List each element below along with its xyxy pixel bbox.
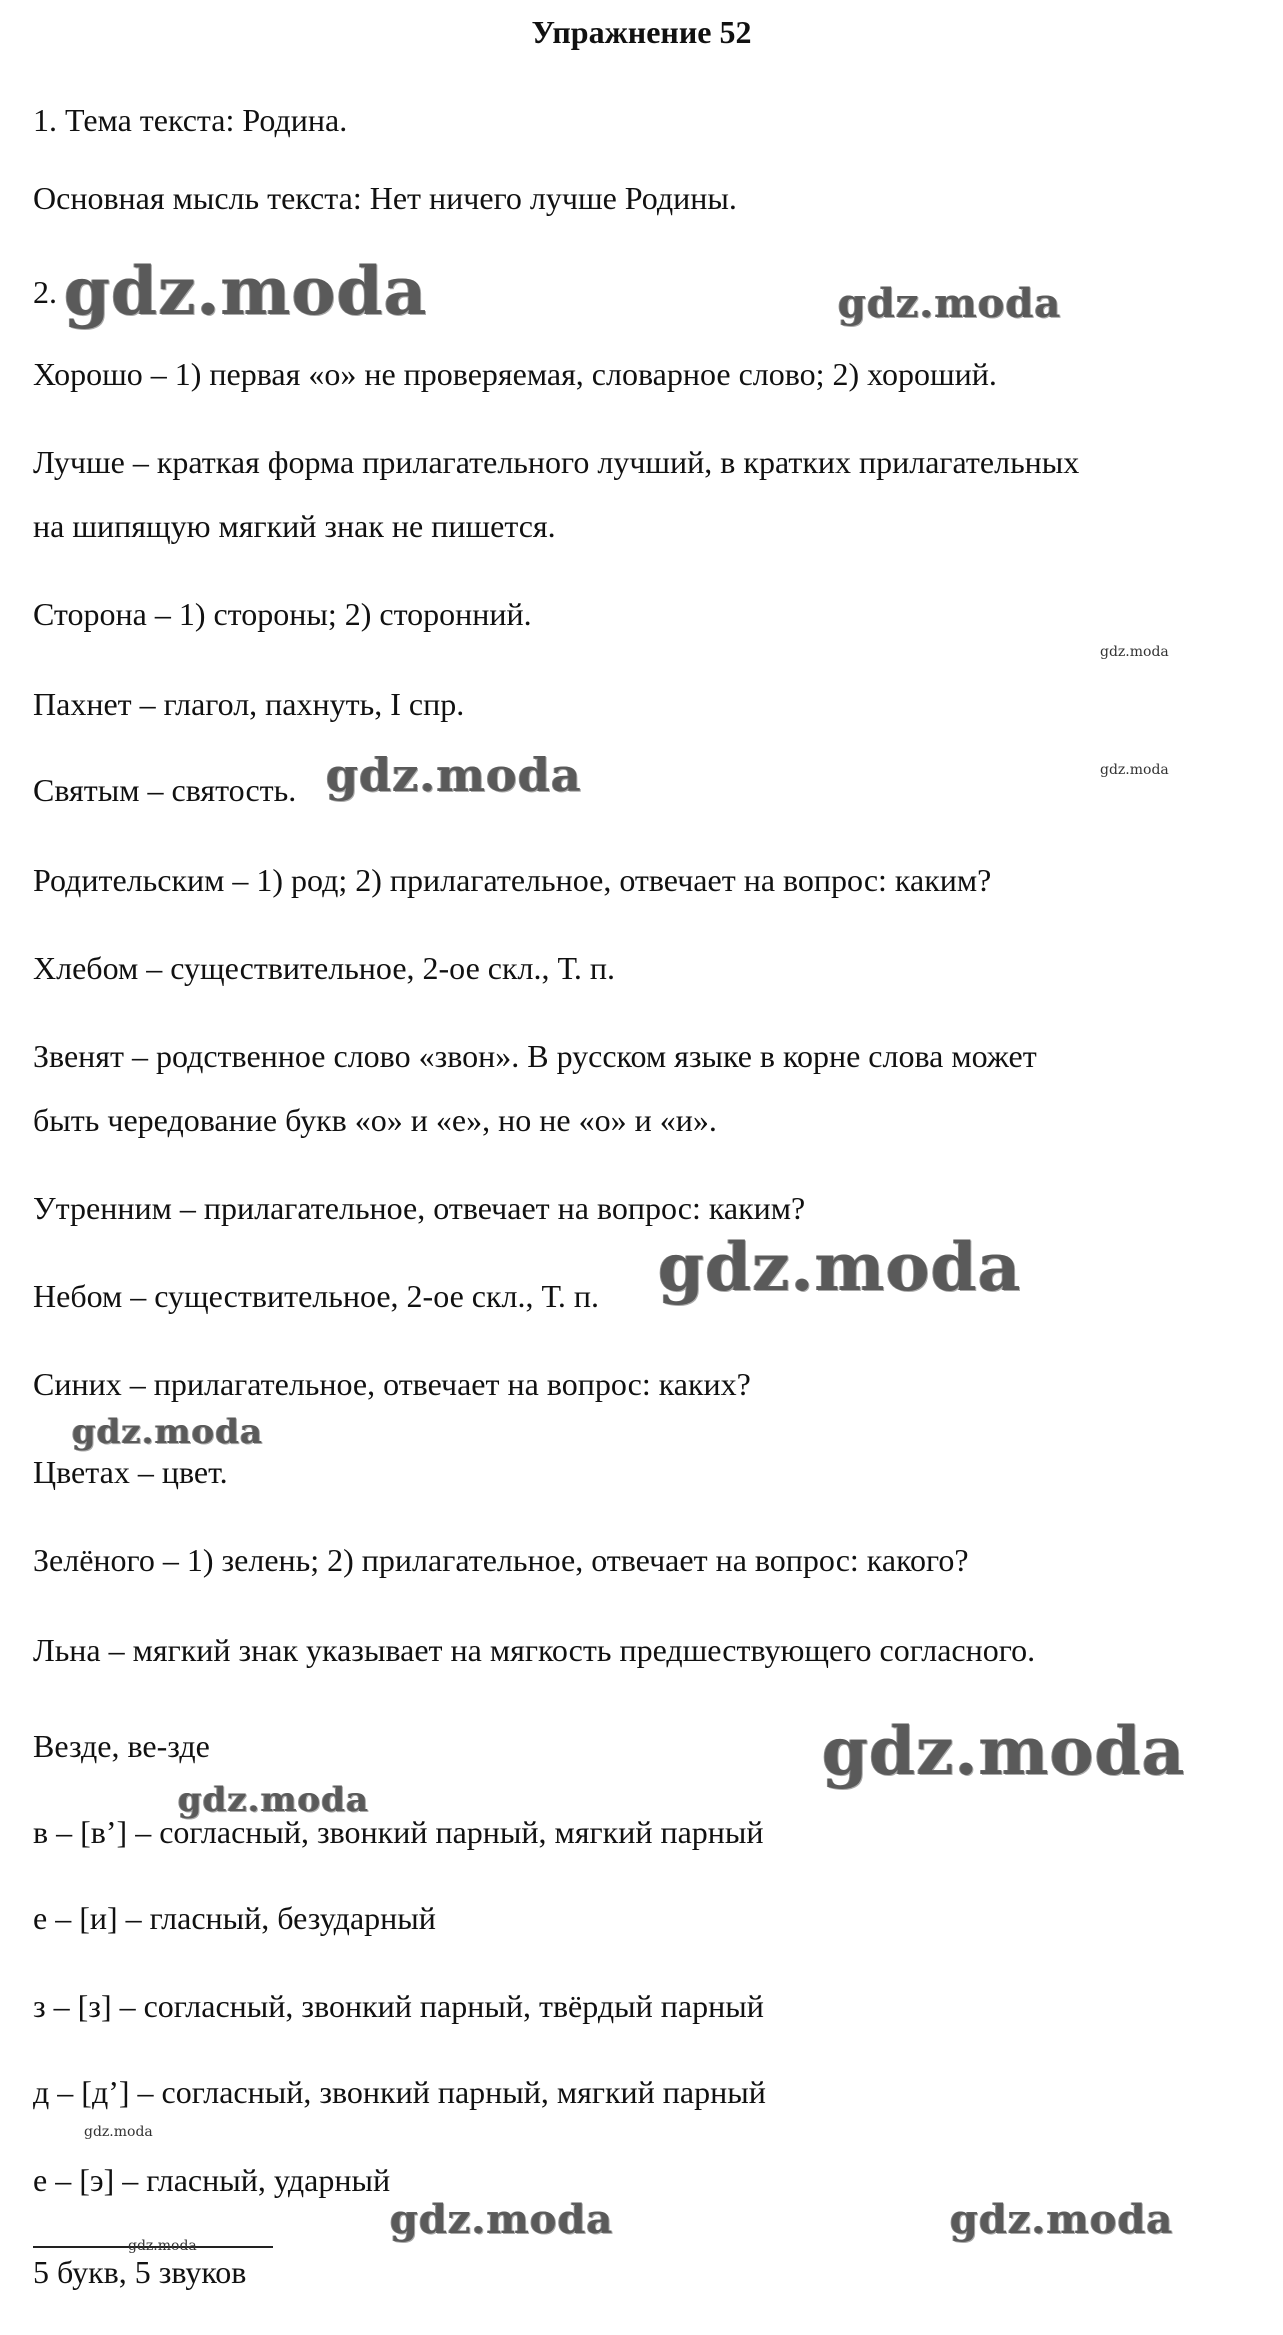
text-line-vezde: Везде, ве-зде bbox=[33, 1728, 210, 1764]
text-line-letter-count: 5 букв, 5 звуков bbox=[33, 2254, 247, 2290]
text-line-luchshe: Лучше – краткая форма прилагательного лучший, в кратких прилагательных bbox=[33, 444, 1080, 480]
watermark: gdz.moda bbox=[1100, 762, 1169, 778]
watermark: gdz.moda bbox=[178, 1780, 370, 1820]
watermark: gdz.moda bbox=[84, 2124, 153, 2140]
watermark: gdz.moda bbox=[838, 280, 1062, 327]
text-line-lna: Льна – мягкий знак указывает на мягкость предшествующего согласного. bbox=[33, 1632, 1036, 1668]
text-line-horosho: Хорошо – 1) первая «о» не проверяемая, словарное слово; 2) хороший. bbox=[33, 356, 997, 392]
watermark: gdz.moda bbox=[64, 252, 428, 330]
text-line-topic: 1. Тема текста: Родина. bbox=[33, 102, 348, 138]
text-line-roditelskim: Родительским – 1) род; 2) прилагательное, отвечает на вопрос: каким? bbox=[33, 862, 992, 898]
text-line-nebom: Небом – существительное, 2-ое скл., Т. п. bbox=[33, 1278, 599, 1314]
watermark: gdz.moda bbox=[390, 2196, 614, 2243]
watermark: gdz.moda bbox=[326, 748, 582, 802]
text-line-phoneme-d: д – [д’] – согласный, звонкий парный, мягкий парный bbox=[33, 2074, 766, 2110]
text-line-tsvetakh: Цветах – цвет. bbox=[33, 1454, 228, 1490]
text-line-main-idea: Основная мысль текста: Нет ничего лучше Родины. bbox=[33, 180, 737, 216]
watermark: gdz.moda bbox=[128, 2238, 197, 2254]
text-line-sinikh: Синих – прилагательное, отвечает на вопрос: каких? bbox=[33, 1366, 751, 1402]
text-line-utrennim: Утренним – прилагательное, отвечает на вопрос: каким? bbox=[33, 1190, 806, 1226]
text-line-luchshe-cont: на шипящую мягкий знак не пишется. bbox=[33, 508, 556, 544]
text-line-pakhnet: Пахнет – глагол, пахнуть, I спр. bbox=[33, 686, 465, 722]
text-line-zvenyat: Звенят – родственное слово «звон». В русском языке в корне слова может bbox=[33, 1038, 1037, 1074]
text-line-zvenyat-cont: быть чередование букв «о» и «е», но не «о» и «и». bbox=[33, 1102, 717, 1138]
text-line-storona: Сторона – 1) стороны; 2) сторонний. bbox=[33, 596, 532, 632]
text-line-phoneme-v: в – [в’] – согласный, звонкий парный, мягкий парный bbox=[33, 1814, 764, 1850]
watermark: gdz.moda bbox=[658, 1228, 1022, 1306]
text-line-phoneme-e2: е – [э] – гласный, ударный bbox=[33, 2162, 391, 2198]
text-line-section-2: 2. bbox=[33, 274, 57, 310]
watermark: gdz.moda bbox=[1100, 644, 1169, 660]
watermark: gdz.moda bbox=[950, 2196, 1174, 2243]
text-line-zelenogo: Зелёного – 1) зелень; 2) прилагательное, отвечает на вопрос: какого? bbox=[33, 1542, 969, 1578]
watermark: gdz.moda bbox=[72, 1412, 264, 1452]
watermark: gdz.moda bbox=[822, 1712, 1186, 1790]
text-line-phoneme-e1: е – [и] – гласный, безударный bbox=[33, 1900, 436, 1936]
text-line-svyatym: Святым – святость. bbox=[33, 772, 297, 808]
text-line-khlebom: Хлебом – существительное, 2-ое скл., Т. п. bbox=[33, 950, 615, 986]
exercise-title: Упражнение 52 bbox=[531, 14, 752, 50]
text-line-phoneme-z: з – [з] – согласный, звонкий парный, твёрдый парный bbox=[33, 1988, 764, 2024]
